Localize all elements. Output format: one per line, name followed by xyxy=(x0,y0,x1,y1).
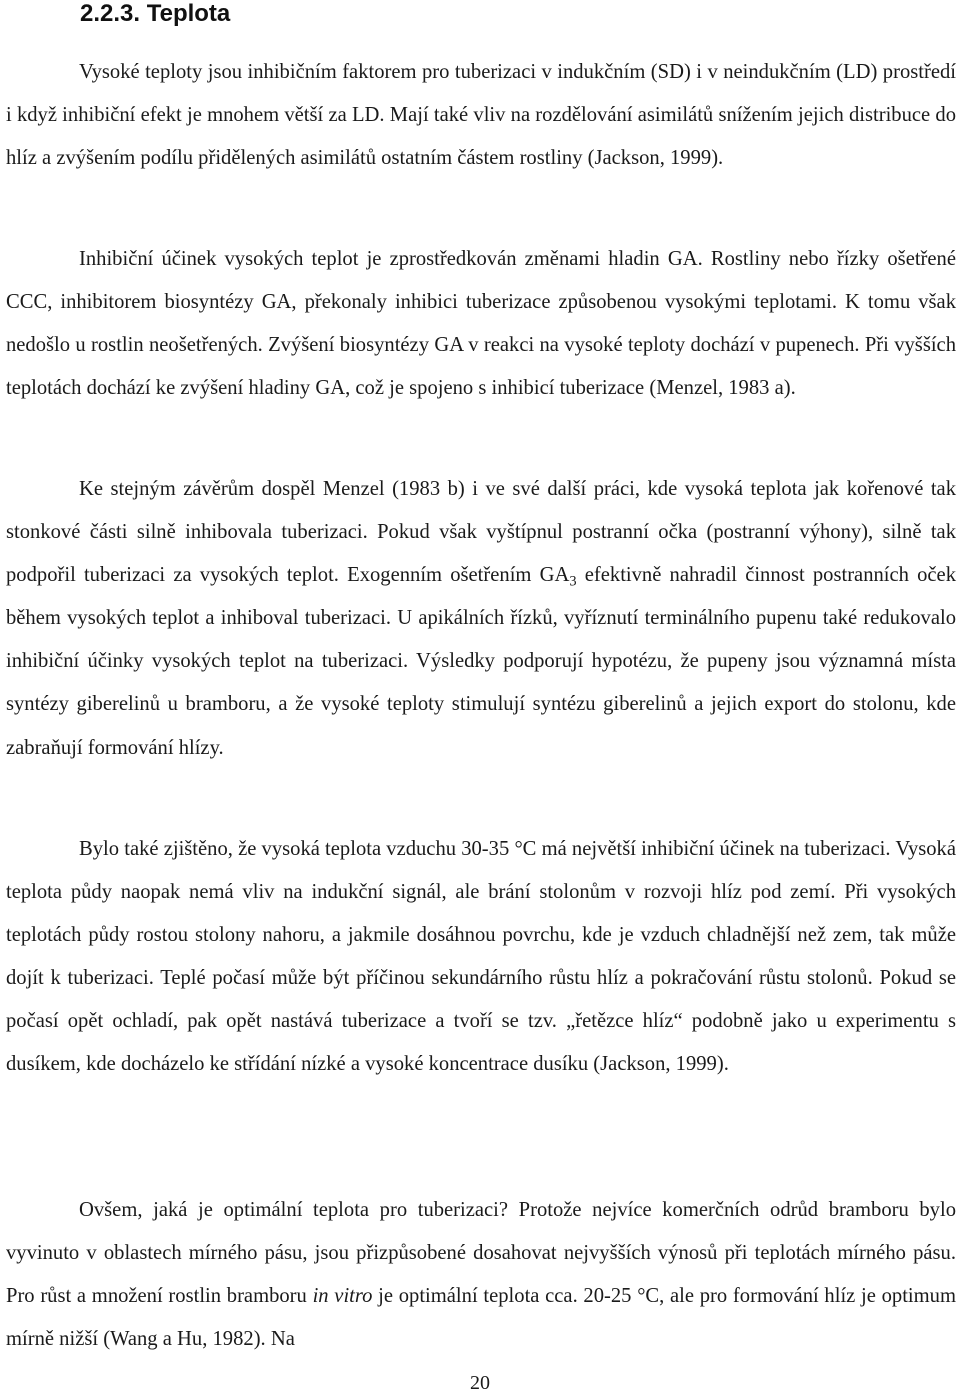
paragraph-text: je optimální teplota cca. 20-25 °C, ale pro formování hlíz je optimum mírně nižší (Wang a Hu, 1982). Na xyxy=(6,1285,956,1351)
page-number: 20 xyxy=(470,1372,490,1394)
paragraph-air-soil-temperature: Bylo také zjištěno, že vysoká teplota vzduchu 30-35 °C má největší inhibiční účinek na tuberizaci. Vysoká teplota půdy naopak nemá vliv na indukční signál, ale brání stolonům v rozvoji hlíz pod zemí. Při vysokých teplotách půdy rostou stolony nahoru, a jakmile dosáhnou povrchu, kde je vzduch chladnější než zem, tak může dojít k tuberizaci. Teplé počasí může být příčinou sekundárního růstu hlíz a pokračování růstu stolonů. Pokud se počasí opět ochladí, pak opět nastává tuberizace a tvoří se tzv. „řetězce hlíz“ podobně jako u experimentu s dusíkem, kde docházelo ke střídání nízké a vysoké koncentrace dusíku (Jackson, 1999). xyxy=(6,838,956,1076)
paragraph-menzel-findings xyxy=(6,468,956,770)
paragraph-gibberellin-mediation: Inhibiční účinek vysokých teplot je zprostředkován změnami hladin GA. Rostliny nebo řízky ošetřené CCC, inhibitorem biosyntézy GA, překonaly inhibici tuberizace způsobenou vysokými teplotami. K tomu však nedošlo u rostlin neošetřených. Zvýšení biosyntézy GA v reakci na vysoké teploty dochází v pupenech. Při vyšších teplotách dochází ke zvýšení hladiny GA, což je spojeno s inhibicí tuberizace (Menzel, 1983 a). xyxy=(6,248,956,400)
paragraph-text: Ovšem, jaká je optimální teplota pro tuberizaci? Protože nejvíce komerčních odrůd bramboru bylo vyvinuto v oblastech mírného pásu, jsou přizpůsobené dosahovat nejvyšších výnosů při teplotách mírného pásu. Pro růst a množení rostlin bramboru xyxy=(6,1199,956,1308)
italic-term: in vitro xyxy=(312,1285,373,1308)
subscript-text: 3 xyxy=(569,573,577,590)
paragraph-text: efektivně nahradil činnost postranních oček během vysokých teplot a inhiboval tuberizaci. U apikálních řízků, vyříznutí terminálního pupenu také redukovalo inhibiční účinky vysokých teplot na tuberizaci. Výsledky podporují hypotézu, že pupeny jsou významná místa syntézy giberelinů u bramboru, a že vysoké teploty stimulují syntézu giberelinů a jejich export do stolonu, kde zabraňují formování hlízy. xyxy=(6,564,956,759)
paragraph-text: Ke stejným závěrům dospěl Menzel (1983 b) i ve své další práci, kde vysoká teplota jak kořenové tak stonkové části silně inhibovala tuberizaci. Pokud však vyštípnul postranní očka (postranní výhony), silně tak podpořil tuberizaci za vysokých teplot. Exogenním ošetřením GA xyxy=(6,478,956,587)
paragraph-high-temperature-intro: Vysoké teploty jsou inhibičním faktorem pro tuberizaci v indukčním (SD) i v neindukčním (LD) prostředí i když inhibiční efekt je mnohem větší za LD. Mají také vliv na rozdělování asimilátů snížením jejich distribuce do hlíz a zvýšením podílu přidělených asimilátů ostatním částem rostliny (Jackson, 1999). xyxy=(6,61,956,170)
paragraph-optimal-temperature xyxy=(6,1189,956,1361)
section-heading: 2.2.3. Teplota xyxy=(80,0,231,27)
